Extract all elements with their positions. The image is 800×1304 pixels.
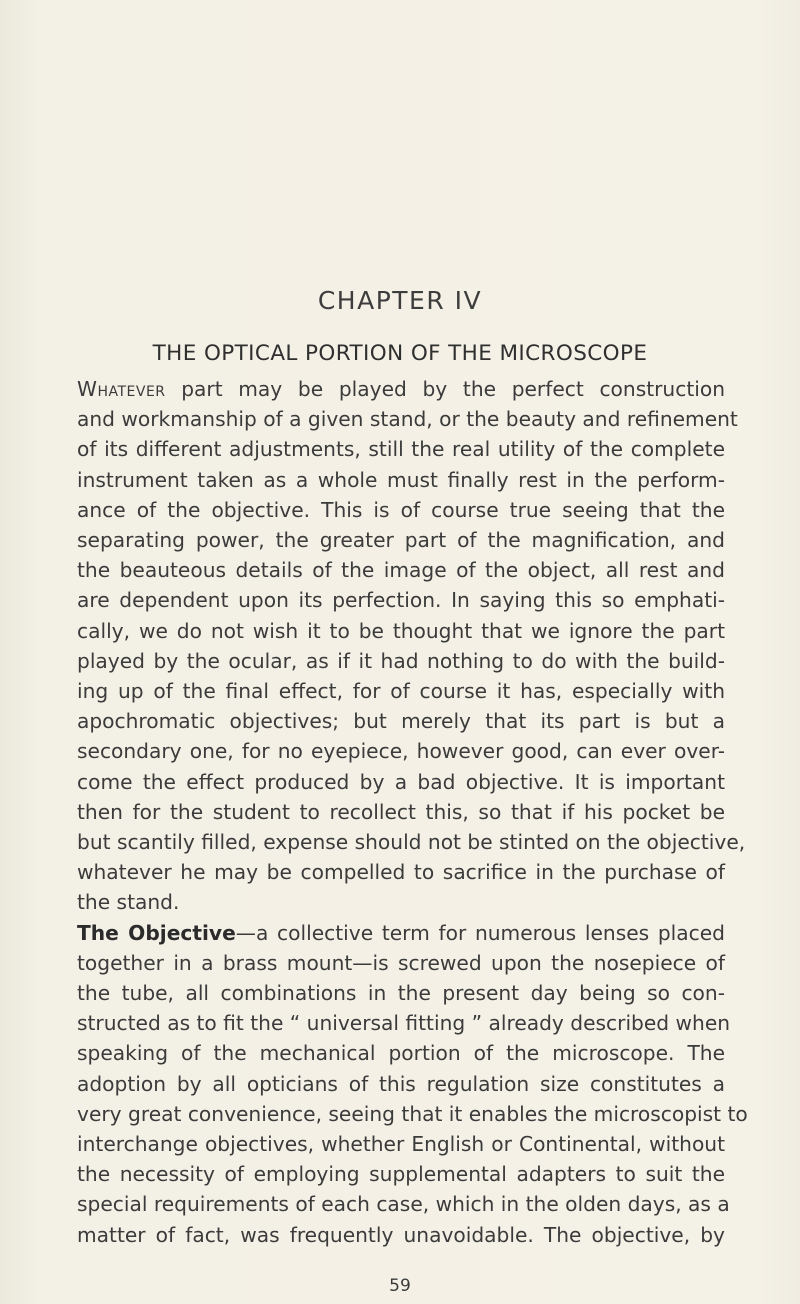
paragraph-1-line: and workmanship of a given stand, or the beauty and refinement — [77, 407, 738, 432]
paragraph-1-line: of its different adjustments, still the real utility of the complete — [77, 437, 725, 462]
chapter-heading: CHAPTER IV — [317, 286, 483, 315]
paragraph-2-line: speaking of the mechanical portion of the microscope. The — [77, 1041, 725, 1066]
paragraph-1-line: then for the student to recollect this, so that if his pocket be — [77, 799, 725, 824]
paragraph-1-line: separating power, the greater part of the magnification, and — [77, 528, 725, 553]
paragraph-1-line: apochromatic objectives; but merely that its part is but a — [77, 709, 725, 734]
paragraph-1-line: played by the ocular, as if it had nothing to do with the build- — [77, 648, 725, 673]
paragraph-2-line: the tube, all combinations in the present day being so con- — [77, 981, 725, 1006]
body-text — [77, 374, 748, 1250]
paragraph-1-line: the beauteous details of the image of the object, all rest and — [77, 558, 725, 583]
paragraph-1-line: the stand. — [77, 890, 180, 915]
paragraph-1-line: secondary one, for no eyepiece, however good, can ever over- — [77, 739, 725, 764]
paragraph-2-line: interchange objectives, whether English or Continental, without — [77, 1132, 725, 1157]
paragraph-1-line: are dependent upon its perfection. In saying this so emphati- — [77, 588, 725, 613]
paragraph-2-line: very great convenience, seeing that it enables the microscopist to — [77, 1101, 748, 1126]
page-number: 59 — [389, 1276, 411, 1296]
paragraph-1-line: instrument taken as a whole must finally rest in the perform- — [77, 467, 725, 492]
paragraph-2-line: the necessity of employing supplemental adapters to suit the — [77, 1162, 725, 1187]
paragraph-1-line: ing up of the final effect, for of course it has, especially with — [77, 679, 725, 704]
paragraph-1-line: come the effect produced by a bad objective. It is important — [77, 769, 725, 794]
paragraph-2-line: structed as to fit the “ universal fitting ” already described when — [77, 1011, 731, 1036]
paragraph-1-line: Whatever part may be played by the perfect construction — [77, 377, 725, 401]
term-heading: The Objective — [77, 920, 236, 945]
paragraph-2-line: adoption by all opticians of this regulation size constitutes a — [77, 1071, 725, 1096]
paragraph-1-line: cally, we do not wish it to be thought that we ignore the part — [77, 618, 725, 643]
paragraph-2-line: special requirements of each case, which in the olden days, as a — [77, 1192, 730, 1217]
paragraph-2-line: together in a brass mount—is screwed upon the nosepiece of — [77, 950, 725, 975]
paragraph-2-line: matter of fact, was frequently unavoidable. The objective, by — [77, 1222, 725, 1247]
paragraph-2-line: The Objective—a collective term for numerous lenses placed — [77, 920, 725, 945]
paragraph-1-line: but scantily filled, expense should not be stinted on the objective, — [77, 830, 746, 855]
chapter-title: THE OPTICAL PORTION OF THE MICROSCOPE — [152, 341, 648, 366]
paragraph-1-line: whatever he may be compelled to sacrifice in the purchase of — [77, 860, 725, 885]
drop-lead-word: Whatever — [77, 377, 166, 401]
paragraph-1-line: ance of the objective. This is of course true seeing that the — [77, 497, 725, 522]
